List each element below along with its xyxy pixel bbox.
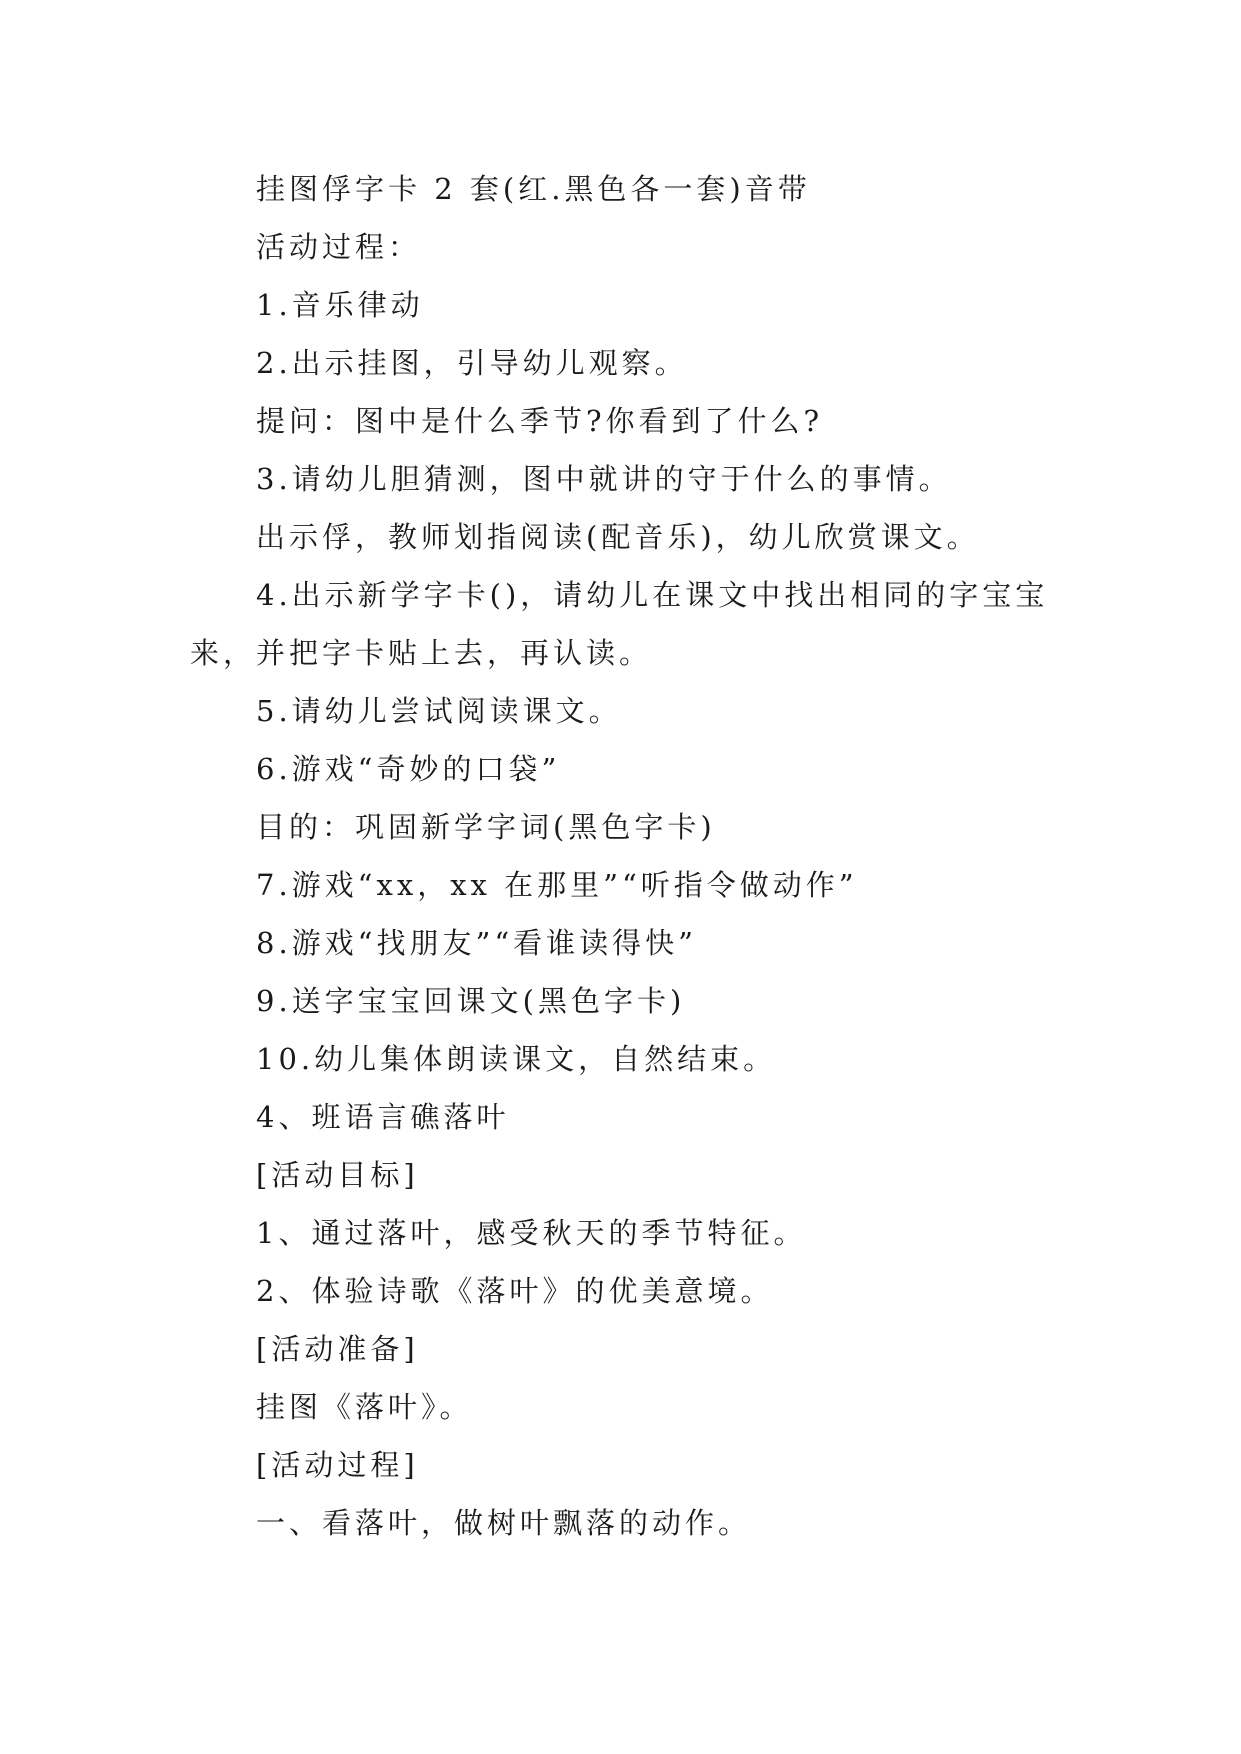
step-4-continued: 来，并把字卡贴上去，再认读。 — [190, 636, 653, 670]
section-title: 4、班语言礁落叶 — [256, 1100, 510, 1134]
step-6: 6.游戏“奇妙的口袋” — [256, 752, 561, 786]
step-7: 7.游戏“xx，xx 在那里”“听指令做动作” — [256, 868, 858, 902]
materials-line: 挂图俘字卡 2 套(红.黑色各一套)音带 — [256, 172, 811, 206]
step-8: 8.游戏“找朋友”“看谁读得快” — [256, 926, 697, 960]
preparation-heading: [活动准备] — [256, 1332, 419, 1366]
step-10: 10.幼儿集体朗读课文，自然结束。 — [256, 1042, 777, 1076]
preparation-item: 挂图《落叶》。 — [256, 1390, 473, 1424]
process-heading-2: [活动过程] — [256, 1448, 419, 1482]
process-heading: 活动过程： — [256, 230, 422, 264]
step-1: 1.音乐律动 — [256, 288, 424, 322]
purpose-line: 目的：巩固新学字词(黑色字卡) — [256, 810, 716, 844]
step-4: 4.出示新学字卡()，请幼儿在课文中找出相同的字宝宝 — [256, 578, 1049, 612]
reading-line: 出示俘，教师划指阅读(配音乐)，幼儿欣赏课文。 — [256, 520, 980, 554]
step-2: 2.出示挂图，引导幼儿观察。 — [256, 346, 688, 380]
goals-heading: [活动目标] — [256, 1158, 419, 1192]
question-line: 提问：图中是什么季节?你看到了什么? — [256, 404, 824, 438]
process-step-1: 一、看落叶，做树叶飘落的动作。 — [256, 1506, 752, 1540]
goal-1: 1、通过落叶，感受秋天的季节特征。 — [256, 1216, 807, 1250]
step-9: 9.送字宝宝回课文(黑色字卡) — [256, 984, 686, 1018]
document-body — [190, 160, 1050, 1552]
goal-2: 2、体验诗歌《落叶》的优美意境。 — [256, 1274, 774, 1308]
step-5: 5.请幼儿尝试阅读课文。 — [256, 694, 622, 728]
step-3: 3.请幼儿胆猜测，图中就讲的守于什么的事情。 — [256, 462, 952, 496]
